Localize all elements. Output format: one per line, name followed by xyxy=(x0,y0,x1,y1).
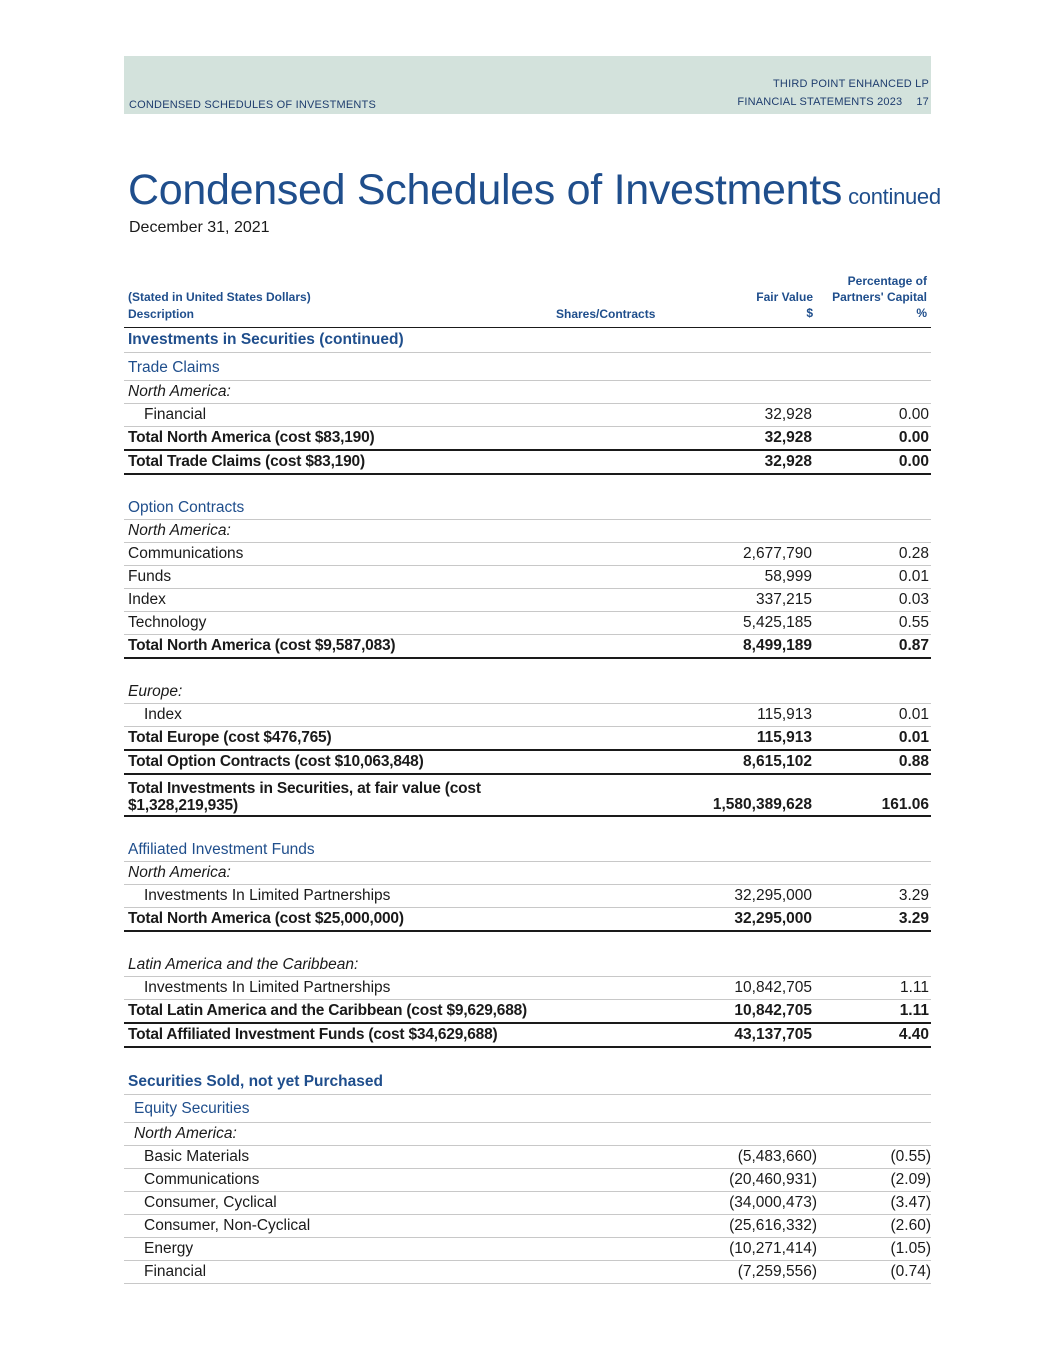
table-row: Consumer, Cyclical (34,000,473) (3.47) xyxy=(124,1192,931,1215)
table-row: North America: xyxy=(124,381,931,404)
table-row: Investments In Limited Partnerships 10,842,705 1.11 xyxy=(124,977,931,1000)
table-row: Equity Securities xyxy=(124,1095,931,1123)
table-row: Total Affiliated Investment Funds (cost $34,629,688) 43,137,705 4.40 xyxy=(124,1024,931,1048)
table-row: Consumer, Non-Cyclical (25,616,332) (2.60) xyxy=(124,1215,931,1238)
stated-currency-label: (Stated in United States Dollars) xyxy=(128,290,311,304)
table-row: Total Option Contracts (cost $10,063,848) 8,615,102 0.88 xyxy=(124,751,931,775)
table-row: Financial (7,259,556) (0.74) xyxy=(124,1261,931,1284)
spacer xyxy=(124,932,931,954)
spacer xyxy=(124,1048,931,1070)
table-row: Total Trade Claims (cost $83,190) 32,928 0.00 xyxy=(124,451,931,475)
table-row: North America: xyxy=(124,862,931,885)
percentage-column-header: Percentage of Partners' Capital % xyxy=(832,274,927,320)
table-row: Trade Claims xyxy=(124,353,931,381)
table-row: Funds 58,999 0.01 xyxy=(124,566,931,589)
table-row: Affiliated Investment Funds xyxy=(124,839,931,862)
company-name: THIRD POINT ENHANCED LP xyxy=(773,78,929,90)
table-row: Total Europe (cost $476,765) 115,913 0.01 xyxy=(124,727,931,751)
page-title: Condensed Schedules of Investments continued xyxy=(128,166,941,214)
title-suffix: continued xyxy=(848,184,941,209)
spacer xyxy=(124,817,931,839)
header-band xyxy=(124,56,931,114)
table-row: Investments In Limited Partnerships 32,295,000 3.29 xyxy=(124,885,931,908)
table-row: Energy (10,271,414) (1.05) xyxy=(124,1238,931,1261)
section-label: CONDENSED SCHEDULES OF INVESTMENTS xyxy=(129,99,377,111)
table-row: Securities Sold, not yet Purchased xyxy=(124,1070,931,1095)
shares-column-header: Shares/Contracts xyxy=(556,307,656,321)
description-column-header: Description xyxy=(128,307,195,321)
table-row: Communications 2,677,790 0.28 xyxy=(124,543,931,566)
table-row: Basic Materials (5,483,660) (0.55) xyxy=(124,1146,931,1169)
report-info xyxy=(737,75,929,111)
table-row: Europe: xyxy=(124,681,931,704)
fair-value-column-header: Fair Value $ xyxy=(756,290,813,320)
table-row: Latin America and the Caribbean: xyxy=(124,954,931,977)
table-row: Index 337,215 0.03 xyxy=(124,589,931,612)
table-row: North America: xyxy=(124,520,931,543)
grand-total-label: Total Investments in Securities, at fair value (cost $1,328,219,935) xyxy=(128,780,481,814)
table-row: Total North America (cost $25,000,000) 32,295,000 3.29 xyxy=(124,908,931,932)
table-row: Total North America (cost $83,190) 32,928 0.00 xyxy=(124,427,931,451)
table-row: Index 115,913 0.01 xyxy=(124,704,931,727)
table-row: Total Investments in Securities, at fair value (cost $1,328,219,935) 1,580,389,628 161.06 xyxy=(124,775,931,817)
table-row: Total Latin America and the Caribbean (cost $9,629,688) 10,842,705 1.11 xyxy=(124,1000,931,1024)
spacer xyxy=(124,475,931,497)
report-date: December 31, 2021 xyxy=(129,219,270,236)
spacer xyxy=(124,659,931,681)
table-row: Total North America (cost $9,587,083) 8,499,189 0.87 xyxy=(124,635,931,659)
table-row: Technology 5,425,185 0.55 xyxy=(124,612,931,635)
table-row: Option Contracts xyxy=(124,497,931,520)
table-row: Financial 32,928 0.00 xyxy=(124,404,931,427)
table-row: North America: xyxy=(124,1123,931,1146)
table-row: Investments in Securities (continued) xyxy=(124,328,931,353)
report-name: FINANCIAL STATEMENTS 2023 xyxy=(737,96,903,108)
table-row: Communications (20,460,931) (2.09) xyxy=(124,1169,931,1192)
page-number: 17 xyxy=(916,96,929,108)
investments-table xyxy=(124,327,931,1284)
